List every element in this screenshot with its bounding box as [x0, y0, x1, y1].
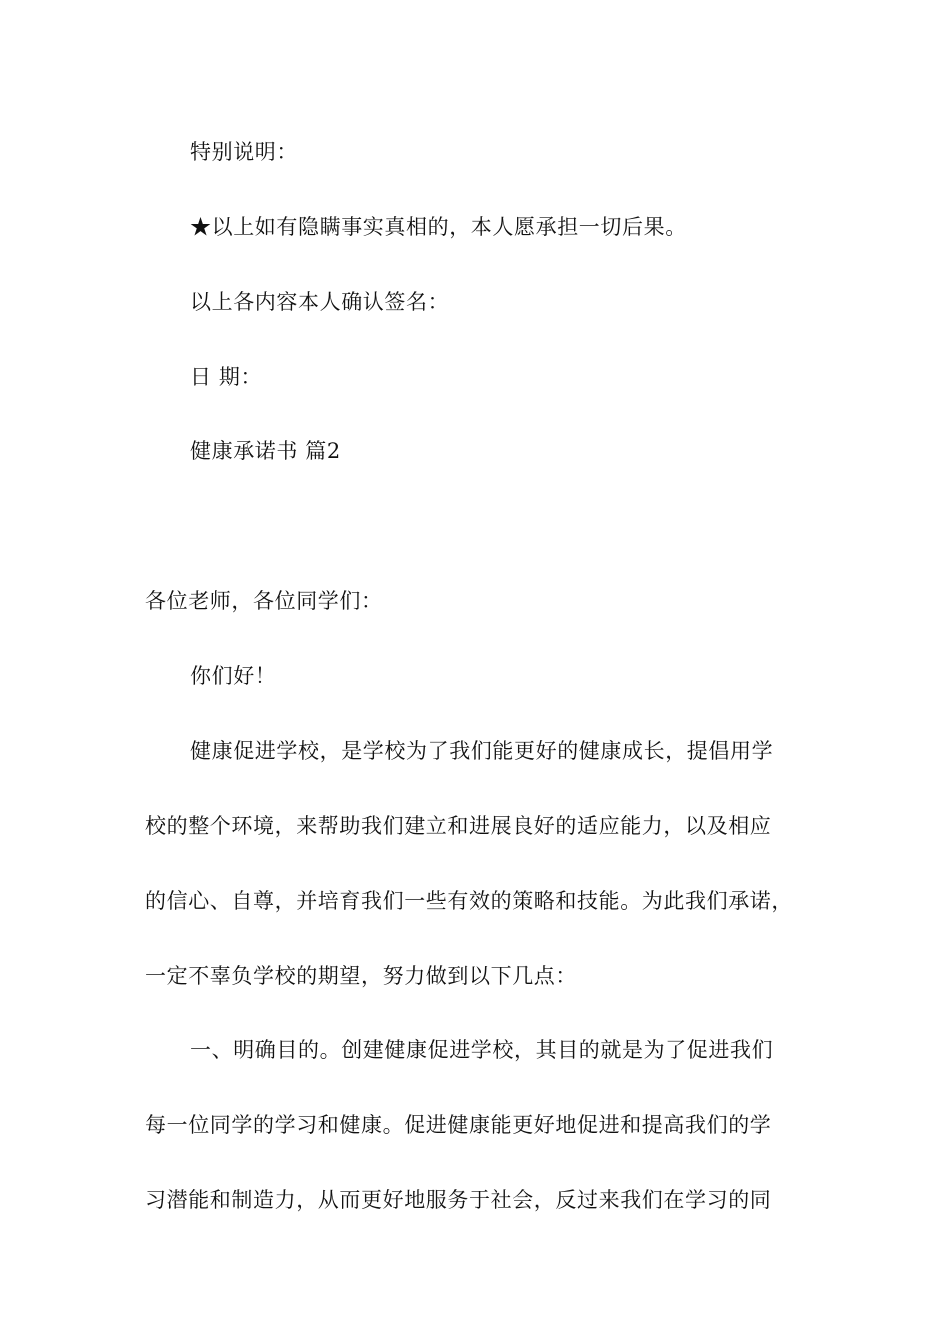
section-title: 健康承诺书 篇2 — [190, 439, 341, 463]
paragraph-2-line-2: 每一位同学的学习和健康。促进健康能更好地促进和提高我们的学 — [145, 1113, 772, 1137]
paragraph-1-line-1: 健康促进学校，是学校为了我们能更好的健康成长，提倡用学 — [190, 739, 774, 763]
salutation: 各位老师，各位同学们： — [145, 589, 383, 613]
paragraph-1-line-4: 一定不辜负学校的期望，努力做到以下几点： — [145, 964, 577, 988]
special-note-text: ★以上如有隐瞒事实真相的，本人愿承担一切后果。 — [190, 215, 687, 239]
date-label: 日 期： — [190, 365, 263, 389]
paragraph-1-line-3: 的信心、自尊，并培育我们一些有效的策略和技能。为此我们承诺， — [145, 889, 793, 913]
special-note-heading: 特别说明： — [190, 140, 298, 164]
greeting: 你们好！ — [190, 664, 277, 688]
signature-label: 以上各内容本人确认签名： — [190, 290, 450, 314]
paragraph-2-line-1: 一、明确目的。创建健康促进学校，其目的就是为了促进我们 — [190, 1038, 774, 1062]
paragraph-1-line-2: 校的整个环境，来帮助我们建立和进展良好的适应能力，以及相应 — [145, 814, 772, 838]
paragraph-2-line-3: 习潜能和制造力，从而更好地服务于社会，反过来我们在学习的同 — [145, 1188, 772, 1212]
